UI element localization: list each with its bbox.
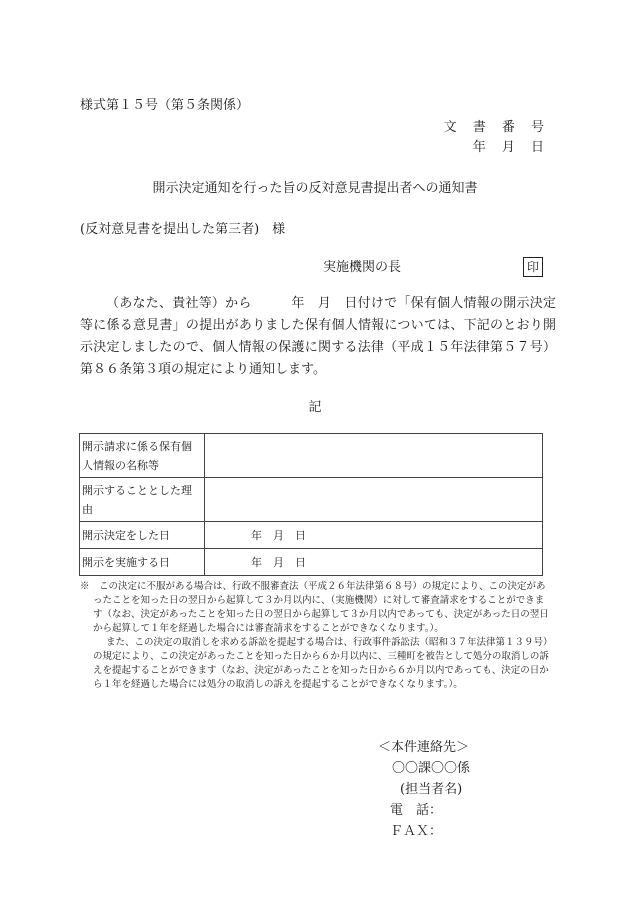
contact-person: (担当者名)	[400, 782, 463, 797]
note-appeal: ※ この決定に不服がある場合は、行政不服審査法（平成２６年法律第６８号）の規定により、この決定があったことを知った日の翌日から起算して３か月以内に、（実施機関）に対して審査請求をすることができます（なお、決定があったことを知った日の翌日から起算して３か月以内であっても、決定があった日の翌日から起算して１年を経過した場合には審査請求をすることができなくなります。）。	[80, 581, 549, 634]
table-row-value: 年 月 日	[205, 522, 543, 549]
table-row	[80, 522, 543, 549]
table-row-label: 開示請求に係る保有個人情報の名称等	[80, 434, 205, 478]
notes-section	[80, 580, 550, 692]
document-number-label: 文 書 番 号	[443, 120, 550, 135]
table-row-label: 開示することとした理由	[80, 478, 205, 522]
table-row-value: 年 月 日	[205, 549, 543, 576]
contact-fax: ＦＡＸ：	[390, 824, 443, 839]
table-row	[80, 434, 543, 478]
document-title: 開示決定通知を行った旨の反対意見書提出者への通知書	[152, 181, 478, 196]
note-lawsuit: また、この決定の取消しを求める訴訟を提起する場合は、行政事件訴訟法（昭和３７年法律第１３９号）の規定により、この決定があったことを知った日から６か月以内に、三種町を被告として処分の取消しの訴えを提起することができます（なお、決定があったことを知った日から６か月以内であっても、決定の日から１年を経過した場合には処分の取消しの訴えを提起することができなくなります。）。	[93, 637, 549, 690]
seal-box: 印	[523, 257, 543, 277]
contact-section: 〇〇課〇〇係	[392, 761, 471, 776]
table-row	[80, 478, 543, 522]
ki-heading: 記	[308, 400, 322, 415]
recipient-line: (反対意見書を提出した第三者) 様	[80, 222, 286, 237]
contact-heading: ＜本件連絡先＞	[378, 740, 470, 755]
contact-block	[378, 737, 470, 842]
table-row-value	[205, 478, 543, 522]
contact-phone: 電 話：	[390, 803, 443, 818]
sender-title: 実施機関の長	[323, 260, 402, 275]
table-row	[80, 549, 543, 576]
table-row-label: 開示決定をした日	[80, 522, 205, 549]
body-paragraph: （あなた、貴社等）から 年 月 日付けで「保有個人情報の開示決定等に係る意見書」の提出がありました保有個人情報については、下記のとおり開示決定しましたので、個人情報の保護に関する法律（平成１５年法律第５７号）第８６条第３項の規定により通知します。	[80, 296, 556, 377]
document-date-label: 年 月 日	[472, 140, 550, 155]
form-number: 様式第１５号（第５条関係）	[80, 98, 250, 113]
table-row-value	[205, 434, 543, 478]
info-table	[79, 433, 543, 576]
table-row-label: 開示を実施する日	[80, 549, 205, 576]
